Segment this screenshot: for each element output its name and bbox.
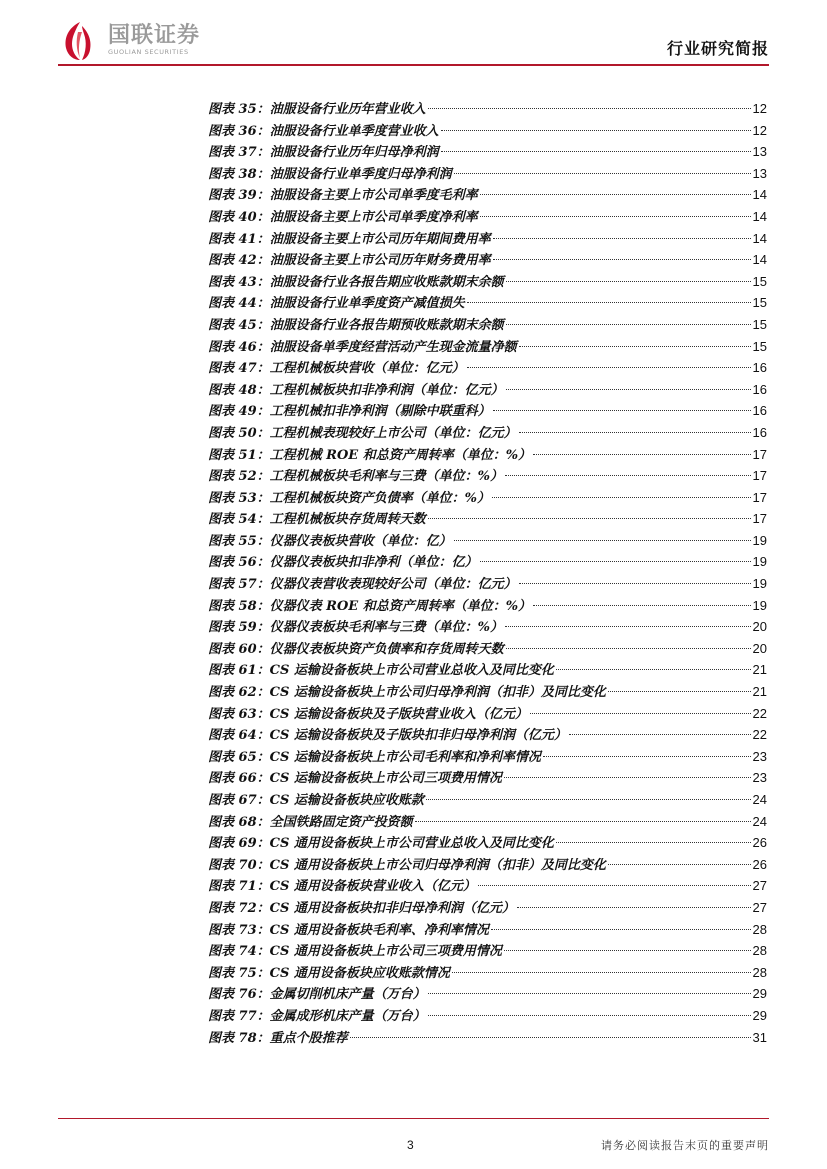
toc-entry-page: 15 — [752, 338, 767, 354]
toc-entry[interactable] — [208, 767, 767, 789]
toc-entry-label: 图表 58：仪器仪表 ROE 和总资产周转率（单位：%） — [208, 598, 532, 614]
toc-entry[interactable] — [208, 314, 767, 336]
toc-entry[interactable] — [208, 703, 767, 725]
toc-dot-leader — [428, 108, 751, 109]
toc-dot-leader — [428, 518, 751, 519]
toc-entry-page: 17 — [752, 446, 767, 462]
toc-entry-page: 16 — [752, 424, 767, 440]
toc-dot-leader — [519, 432, 751, 433]
toc-entry[interactable] — [208, 1005, 767, 1027]
toc-dot-leader — [556, 669, 751, 670]
toc-entry-page: 28 — [752, 943, 767, 959]
guolian-logo-icon — [58, 18, 102, 62]
toc-dot-leader — [493, 259, 751, 260]
toc-entry[interactable] — [208, 875, 767, 897]
toc-dot-leader — [517, 907, 751, 908]
toc-entry-page: 14 — [752, 208, 767, 224]
toc-dot-leader — [533, 605, 750, 606]
toc-entry-label: 图表 40：油服设备主要上市公司单季度净利率 — [208, 209, 478, 225]
toc-entry-page: 22 — [752, 727, 767, 743]
toc-entry[interactable] — [208, 444, 767, 466]
toc-entry-page: 20 — [752, 619, 767, 635]
toc-entry-page: 17 — [752, 489, 767, 505]
toc-entry-label: 图表 71：CS 通用设备板块营业收入（亿元） — [208, 879, 476, 895]
toc-dot-leader — [608, 691, 751, 692]
toc-entry[interactable] — [208, 530, 767, 552]
toc-dot-leader — [478, 885, 751, 886]
toc-entry-label: 图表 54：工程机械板块存货周转天数 — [208, 512, 426, 528]
toc-dot-leader — [506, 281, 751, 282]
toc-entry-label: 图表 55：仪器仪表板块营收（单位：亿） — [208, 533, 452, 549]
toc-entry-page: 14 — [752, 252, 767, 268]
toc-dot-leader — [452, 972, 751, 973]
toc-entry[interactable] — [208, 638, 767, 660]
toc-entry[interactable] — [208, 573, 767, 595]
toc-entry-page: 19 — [752, 597, 767, 613]
toc-entry-label: 图表 52：工程机械板块毛利率与三费（单位：%） — [208, 469, 503, 485]
toc-entry-page: 26 — [752, 835, 767, 851]
toc-dot-leader — [480, 194, 751, 195]
toc-entry-label: 图表 51：工程机械 ROE 和总资产周转率（单位：%） — [208, 447, 532, 463]
toc-entry-label: 图表 47：工程机械板块营收（单位：亿元） — [208, 361, 465, 377]
toc-entry-page: 21 — [752, 684, 767, 700]
toc-dot-leader — [493, 410, 751, 411]
toc-entry-label: 图表 76：金属切削机床产量（万台） — [208, 987, 426, 1003]
toc-entry-page: 16 — [752, 403, 767, 419]
toc-dot-leader — [519, 346, 751, 347]
toc-entry[interactable] — [208, 962, 767, 984]
toc-entry[interactable] — [208, 271, 767, 293]
toc-entry[interactable] — [208, 897, 767, 919]
toc-entry[interactable] — [208, 811, 767, 833]
toc-dot-leader — [428, 1015, 751, 1016]
toc-entry-label: 图表 56：仪器仪表板块扣非净利（单位：亿） — [208, 555, 478, 571]
toc-entry-page: 23 — [752, 770, 767, 786]
page-header — [0, 0, 827, 70]
toc-dot-leader — [505, 475, 751, 476]
toc-entry-label: 图表 67：CS 运输设备板块应收账款 — [208, 793, 424, 808]
toc-entry-page: 19 — [752, 576, 767, 592]
toc-entry-page: 15 — [752, 273, 767, 289]
toc-entry[interactable] — [208, 228, 767, 250]
toc-entry[interactable] — [208, 206, 767, 228]
toc-entry[interactable] — [208, 249, 767, 271]
toc-entry-label: 图表 46：油服设备单季度经营活动产生现金流量净额 — [208, 339, 517, 355]
toc-entry-label: 图表 65：CS 运输设备板块上市公司毛利率和净利率情况 — [208, 749, 541, 765]
toc-entry-page: 24 — [752, 792, 767, 807]
toc-entry-label: 图表 62：CS 运输设备板块上市公司归母净利润（扣非）及同比变化 — [208, 685, 606, 701]
toc-entry[interactable] — [208, 292, 767, 314]
toc-entry-page: 29 — [752, 1007, 767, 1023]
toc-entry-page: 14 — [752, 230, 767, 246]
toc-entry-page: 17 — [752, 468, 767, 484]
toc-entry[interactable] — [208, 854, 767, 876]
toc-entry-page: 14 — [752, 187, 767, 203]
toc-entry-page: 13 — [752, 144, 767, 160]
toc-dot-leader — [543, 756, 751, 757]
toc-entry[interactable] — [208, 746, 767, 768]
toc-entry[interactable] — [208, 551, 767, 573]
toc-entry-label: 图表 36：油服设备行业单季度营业收入 — [208, 123, 439, 139]
toc-entry[interactable] — [208, 983, 767, 1005]
toc-entry[interactable] — [208, 379, 767, 401]
toc-entry-page: 15 — [752, 295, 767, 311]
toc-entry[interactable] — [208, 336, 767, 358]
toc-entry-page: 31 — [752, 1029, 767, 1045]
toc-entry[interactable] — [208, 724, 767, 746]
toc-entry-page: 29 — [752, 986, 767, 1002]
toc-entry[interactable] — [208, 1027, 767, 1049]
logo-chinese-name: 国联证券 — [108, 22, 201, 48]
toc-entry-label: 图表 45：油服设备行业各报告期预收账款期末余额 — [208, 317, 504, 333]
toc-entry[interactable] — [208, 508, 767, 530]
toc-entry-page: 13 — [752, 165, 767, 181]
toc-dot-leader — [533, 454, 750, 455]
toc-entry-page: 19 — [752, 532, 767, 548]
toc-entry[interactable] — [208, 163, 767, 185]
toc-entry-page: 17 — [752, 511, 767, 527]
toc-dot-leader — [504, 777, 751, 778]
toc-entry-label: 图表 41：油服设备主要上市公司历年期间费用率 — [208, 231, 491, 247]
toc-entry-label: 图表 59：仪器仪表板块毛利率与三费（单位：%） — [208, 620, 503, 636]
toc-entry-page: 27 — [752, 899, 767, 915]
toc-entry-page: 26 — [752, 856, 767, 872]
toc-entry-label: 图表 37：油服设备行业历年归母净利润 — [208, 145, 439, 161]
header-divider — [58, 64, 769, 66]
toc-entry-label: 图表 44：油服设备行业单季度资产减值损失 — [208, 296, 465, 312]
toc-entry[interactable] — [208, 422, 767, 444]
table-of-figures — [208, 98, 767, 1048]
toc-entry-page: 16 — [752, 381, 767, 397]
toc-entry[interactable] — [208, 789, 767, 811]
toc-dot-leader — [350, 1037, 751, 1038]
toc-entry[interactable] — [208, 357, 767, 379]
toc-dot-leader — [454, 540, 751, 541]
toc-entry-label: 图表 73：CS 通用设备板块毛利率、净利率情况 — [208, 922, 489, 938]
toc-entry[interactable] — [208, 940, 767, 962]
toc-dot-leader — [480, 561, 751, 562]
toc-dot-leader — [467, 367, 751, 368]
toc-entry-label: 图表 74：CS 通用设备板块上市公司三项费用情况 — [208, 944, 502, 960]
toc-dot-leader — [467, 302, 751, 303]
toc-entry-page: 12 — [752, 122, 767, 138]
toc-dot-leader — [530, 713, 751, 714]
toc-entry-page: 24 — [752, 813, 767, 829]
toc-entry-label: 图表 42：油服设备主要上市公司历年财务费用率 — [208, 253, 491, 269]
toc-entry-label: 图表 68：全国铁路固定资产投资额 — [208, 814, 413, 830]
footer-divider — [58, 1118, 769, 1119]
toc-entry-label: 图表 75：CS 通用设备板块应收账款情况 — [208, 965, 450, 981]
toc-entry-page: 21 — [752, 662, 767, 678]
toc-entry[interactable] — [208, 595, 767, 617]
toc-entry-page: 28 — [752, 921, 767, 937]
toc-entry-label: 图表 49：工程机械扣非净利润（剔除中联重科） — [208, 404, 491, 420]
toc-entry-label: 图表 43：油服设备行业各报告期应收账款期末余额 — [208, 274, 504, 290]
toc-entry-label: 图表 72：CS 通用设备板块扣非归母净利润（亿元） — [208, 900, 515, 916]
toc-entry[interactable] — [208, 659, 767, 681]
toc-entry-label: 图表 38：油服设备行业单季度归母净利润 — [208, 166, 452, 182]
toc-dot-leader — [441, 151, 751, 152]
toc-entry[interactable] — [208, 919, 767, 941]
toc-entry-label: 图表 39：油服设备主要上市公司单季度毛利率 — [208, 188, 478, 204]
toc-dot-leader — [569, 734, 751, 735]
toc-entry-page: 15 — [752, 316, 767, 332]
toc-entry-label: 图表 69：CS 通用设备板块上市公司营业总收入及同比变化 — [208, 836, 554, 852]
toc-entry[interactable] — [208, 616, 767, 638]
toc-entry-label: 图表 66：CS 运输设备板块上市公司三项费用情况 — [208, 771, 502, 787]
toc-entry-page: 22 — [752, 705, 767, 721]
toc-entry[interactable] — [208, 141, 767, 163]
report-type-title: 行业研究简报 — [666, 39, 769, 58]
toc-dot-leader — [556, 842, 751, 843]
toc-entry[interactable] — [208, 487, 767, 509]
toc-dot-leader — [480, 216, 751, 217]
toc-entry-page: 28 — [752, 964, 767, 980]
toc-dot-leader — [428, 993, 751, 994]
toc-entry-label: 图表 48：工程机械板块扣非净利润（单位：亿元） — [208, 382, 504, 398]
toc-entry-label: 图表 70：CS 通用设备板块上市公司归母净利润（扣非）及同比变化 — [208, 857, 606, 873]
toc-entry-label: 图表 63：CS 运输设备板块及子版块营业收入（亿元） — [208, 706, 528, 722]
toc-entry[interactable] — [208, 465, 767, 487]
disclaimer-note: 请务必阅读报告末页的重要声明 — [601, 1139, 769, 1152]
toc-dot-leader — [504, 950, 751, 951]
toc-entry[interactable] — [208, 98, 767, 120]
toc-dot-leader — [608, 864, 751, 865]
toc-entry-page: 12 — [752, 101, 767, 116]
toc-dot-leader — [492, 497, 751, 498]
toc-entry-label: 图表 61：CS 运输设备板块上市公司营业总收入及同比变化 — [208, 663, 554, 679]
toc-dot-leader — [415, 821, 751, 822]
toc-dot-leader — [519, 583, 751, 584]
toc-dot-leader — [491, 929, 751, 930]
toc-entry[interactable] — [208, 681, 767, 703]
toc-entry-label: 图表 35：油服设备行业历年营业收入 — [208, 102, 426, 117]
toc-dot-leader — [441, 130, 751, 131]
toc-entry-label: 图表 53：工程机械板块资产负债率（单位：%） — [208, 490, 490, 506]
toc-entry-page: 23 — [752, 748, 767, 764]
toc-entry-label: 图表 50：工程机械表现较好上市公司（单位：亿元） — [208, 425, 517, 441]
toc-dot-leader — [426, 799, 751, 800]
logo-english-name: GUOLIAN SECURITIES — [108, 47, 189, 56]
toc-entry-label: 图表 57：仪器仪表营收表现较好公司（单位：亿元） — [208, 577, 517, 593]
toc-entry-label: 图表 64：CS 运输设备板块及子版块扣非归母净利润（亿元） — [208, 728, 567, 744]
toc-dot-leader — [454, 173, 751, 174]
toc-dot-leader — [505, 626, 751, 627]
toc-entry-page: 27 — [752, 878, 767, 894]
toc-entry[interactable] — [208, 832, 767, 854]
toc-dot-leader — [506, 324, 751, 325]
toc-entry-label: 图表 77：金属成形机床产量（万台） — [208, 1008, 426, 1024]
toc-entry-page: 16 — [752, 360, 767, 376]
company-logo — [58, 16, 200, 64]
toc-dot-leader — [506, 389, 751, 390]
page-number: 3 — [407, 1138, 414, 1152]
toc-entry-page: 20 — [752, 640, 767, 656]
toc-entry[interactable] — [208, 120, 767, 142]
toc-dot-leader — [506, 648, 751, 649]
toc-entry-label: 图表 78：重点个股推荐 — [208, 1030, 348, 1046]
toc-dot-leader — [493, 238, 751, 239]
toc-entry-page: 19 — [752, 554, 767, 570]
toc-entry[interactable] — [208, 184, 767, 206]
toc-entry-label: 图表 60：仪器仪表板块资产负债率和存货周转天数 — [208, 641, 504, 657]
toc-entry[interactable] — [208, 400, 767, 422]
